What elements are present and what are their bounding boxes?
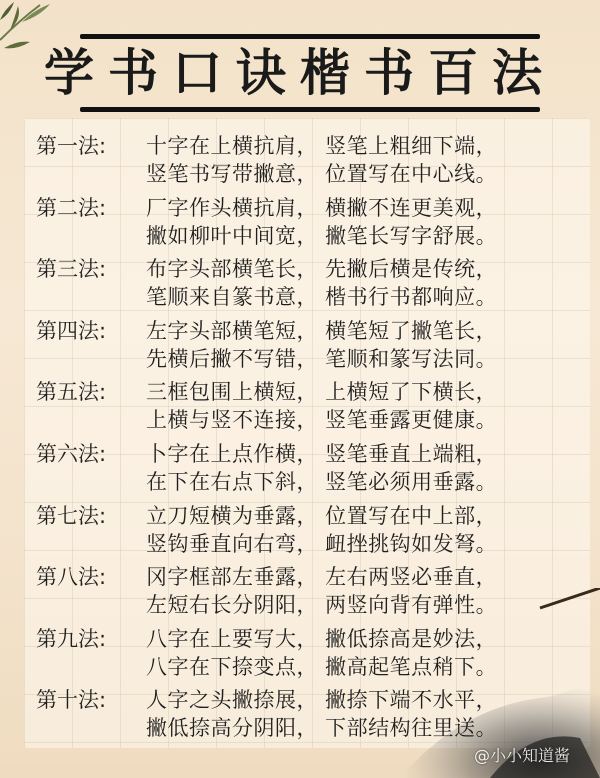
rule-line-1: 八字在上要写大， 撇低捺高是妙法，: [146, 626, 498, 651]
rule-item: [36, 126, 596, 188]
title-block: [30, 28, 570, 112]
page-title: 学书口诀楷书百法: [44, 43, 556, 102]
rule-item: [36, 311, 596, 373]
rule-line-2: 左短右长分阴阳， 两竖向背有弹性。: [146, 593, 498, 618]
rule-item: [36, 249, 596, 311]
rule-item: [36, 496, 596, 558]
rule-line-2: 竖钩垂直向右弯， 衄挫挑钩如发弩。: [146, 531, 498, 556]
rule-label: 第二法:: [36, 195, 107, 220]
rule-line-2: 撇低捺高分阴阳， 下部结构往里送。: [146, 716, 498, 741]
rule-item: [36, 619, 596, 681]
rule-item: [36, 434, 596, 496]
rules-list: [36, 126, 596, 742]
title-bottom-rule: [80, 107, 540, 112]
rule-line-1: 十字在上横抗肩， 竖笔上粗细下端，: [146, 134, 498, 158]
rule-line-2: 八字在下捺变点， 撇高起笔点稍下。: [146, 654, 498, 679]
rule-line-1: 厂字作头横抗肩， 横撇不连更美观，: [146, 195, 498, 220]
rule-item: [36, 680, 596, 742]
rule-line-2: 上横与竖不连接， 竖笔垂露更健康。: [146, 408, 498, 433]
rule-label: 第十法:: [36, 688, 107, 713]
rule-label: 第三法:: [36, 257, 107, 282]
rule-line-1: 立刀短横为垂露， 位置写在中上部，: [146, 503, 498, 528]
rule-label: 第五法:: [36, 380, 107, 405]
rule-label: 第七法:: [36, 503, 107, 528]
rule-label: 第九法:: [36, 626, 107, 651]
rule-label: 第六法:: [36, 441, 107, 466]
rule-line-1: 冈字框部左垂露， 左右两竖必垂直，: [146, 565, 498, 590]
rule-item: [36, 372, 596, 434]
rule-item: [36, 188, 596, 250]
rule-item: [36, 557, 596, 619]
rule-line-2: 撇如柳叶中间宽， 撇笔长写字舒展。: [146, 223, 498, 248]
rule-line-1: 左字头部横笔短， 横笔短了撇笔长，: [146, 318, 498, 343]
rule-label: 第四法:: [36, 318, 107, 343]
title-top-rule: [80, 34, 540, 39]
rule-line-2: 笔顺来自篆书意， 楷书行书都响应。: [146, 285, 498, 310]
rule-line-2: 在下在右点下斜， 竖笔必须用垂露。: [146, 469, 498, 494]
watermark: @小小知道酱: [473, 746, 570, 765]
rule-line-1: 布字头部横笔长， 先撇后横是传统，: [146, 257, 498, 282]
rule-label: 第一法:: [36, 134, 107, 158]
rule-line-2: 竖笔书写带撇意， 位置写在中心线。: [146, 162, 498, 186]
rule-label: 第八法:: [36, 565, 107, 590]
rule-line-1: 人字之头撇捺展， 撇捺下端不水平，: [146, 688, 498, 713]
rule-line-1: 三框包围上横短， 上横短了下横长，: [146, 380, 498, 405]
rule-line-2: 先横后撇不写错， 笔顺和篆写法同。: [146, 346, 498, 371]
rule-line-1: 卜字在上点作横， 竖笔垂直上端粗，: [146, 441, 498, 466]
